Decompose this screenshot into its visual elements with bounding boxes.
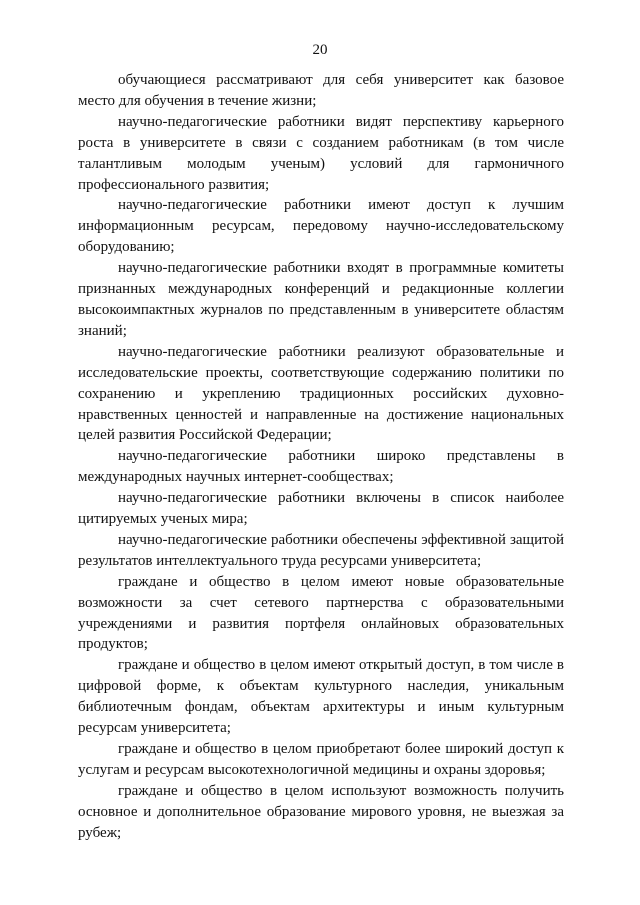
paragraph: научно-педагогические работники включены в список наиболее цитируемых ученых мира;: [78, 490, 564, 528]
paragraph: граждане и общество в целом имеют новые образовательные возможности за счет сетевого партнерства с образовательными учреждениями и развития портфеля онлайновых образовательных продуктов;: [78, 573, 564, 653]
paragraph: научно-педагогические работники имеют доступ к лучшим информационным ресурсам, передовому научно-исследовательскому оборудованию;: [78, 197, 564, 256]
paragraph: научно-педагогические работники обеспечены эффективной защитой результатов интеллектуального труда ресурсами университета;: [78, 531, 564, 569]
paragraph: научно-педагогические работники входят в программные комитеты признанных международных конференций и редакционные коллегии высокоимпактных журналов по представленным в университете областям знаний;: [78, 260, 564, 339]
document-body: [78, 70, 564, 844]
page-number: 20: [312, 42, 328, 58]
paragraph: граждане и общество в целом используют возможность получить основное и дополнительное образование мирового уровня, не выезжая за рубеж;: [78, 782, 564, 841]
paragraph: научно-педагогические работники широко представлены в международных научных интернет-сообществах;: [78, 448, 564, 486]
paragraph: граждане и общество в целом имеют открытый доступ, в том числе в цифровой форме, к объектам культурного наследия, уникальным библиотечным фондам, объектам архитектуры и иным культурным ресурсам университета;: [78, 657, 564, 737]
paragraph: обучающиеся рассматривают для себя университет как базовое место для обучения в течение жизни;: [78, 72, 564, 109]
paragraph: научно-педагогические работники реализуют образовательные и исследовательские проекты, соответствующие содержанию политики по сохранению и укреплению традиционных российских духовно-нравственных ценностей и направленные на достижение национальных целей развития Российской Федерации;: [78, 343, 564, 444]
paragraph: граждане и общество в целом приобретают более широкий доступ к услугам и ресурсам высокотехнологичной медицины и охраны здоровья;: [78, 741, 564, 778]
paragraph: научно-педагогические работники видят перспективу карьерного роста в университете в связи с созданием работникам (в том числе талантливым молодым ученым) условий для гармоничного профессионального развития;: [78, 113, 564, 193]
